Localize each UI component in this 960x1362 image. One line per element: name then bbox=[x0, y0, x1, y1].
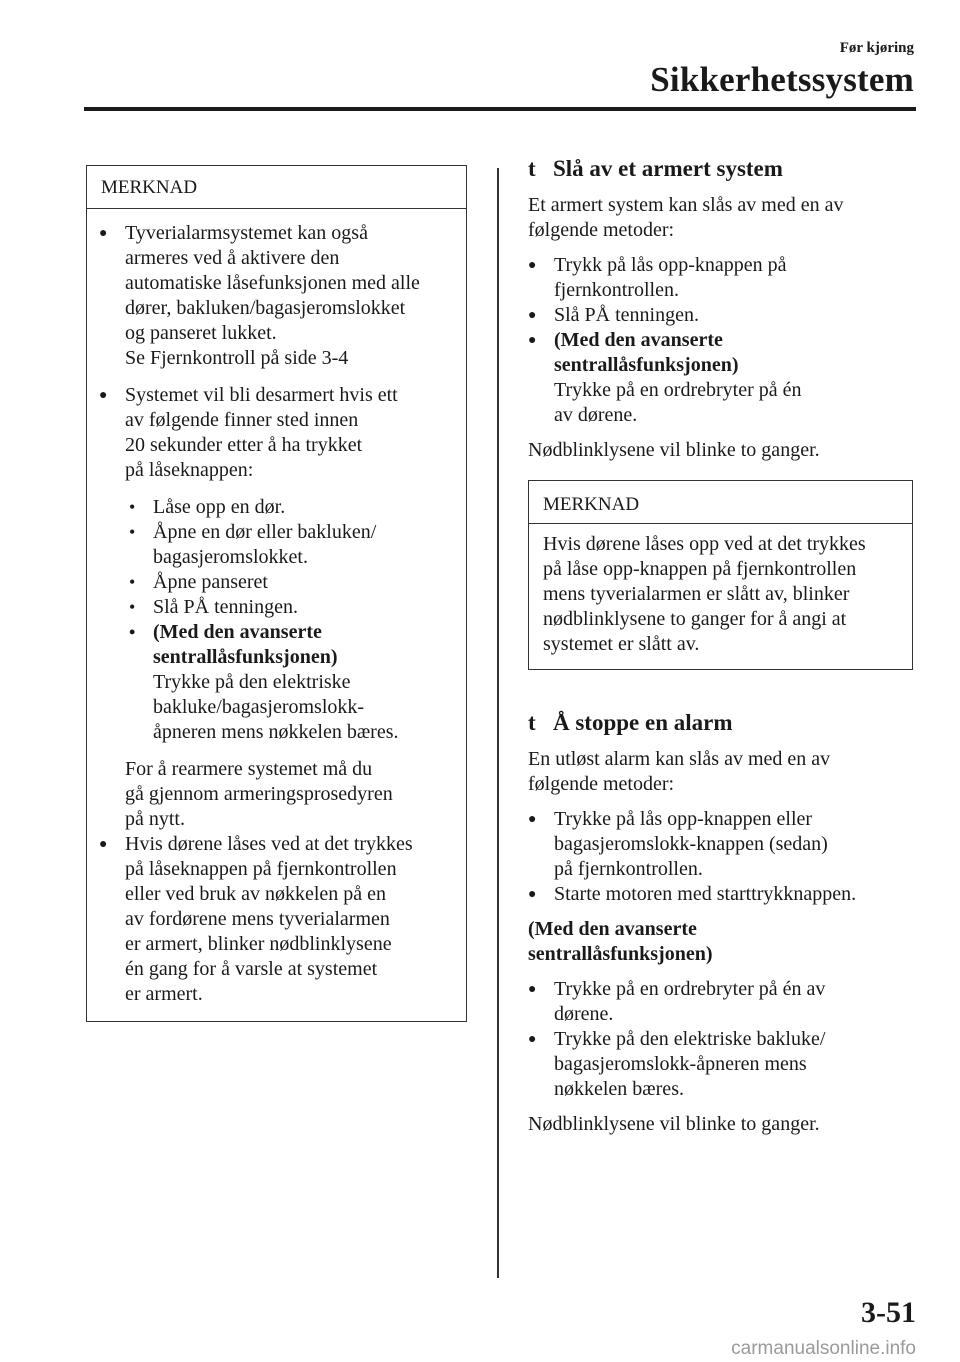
subsection-heading: t Å stoppe en alarm bbox=[528, 710, 733, 735]
list-item: ● Trykke på en ordrebryter på én av dørene. bbox=[528, 978, 826, 1025]
note-text: Hvis dørene låses opp ved at det trykkes på låse opp-knappen på fjernkontrollen mens tyverialarmen er slått av, blinker nødblinklysene to ganger for å angi at systemet er slått av. bbox=[543, 533, 866, 655]
bullet-icon: • bbox=[129, 622, 136, 642]
right-column bbox=[528, 156, 918, 1137]
bullet-icon: ● bbox=[99, 837, 108, 852]
note-box bbox=[528, 480, 913, 670]
bullet-icon: • bbox=[129, 597, 136, 617]
list-item: ● Trykke på lås opp-knappen eller bagasjeromslokk-knappen (sedan) på fjernkontrollen. bbox=[528, 808, 828, 880]
watermark: carmanualsonline.info bbox=[731, 1338, 916, 1359]
bullet-icon: ● bbox=[99, 388, 108, 403]
section-marker-icon: t bbox=[528, 710, 536, 735]
bullet-icon: ● bbox=[528, 812, 537, 827]
page-number: 3-51 bbox=[861, 1296, 916, 1329]
outro-text: Nødblinklysene vil blinke to ganger. bbox=[528, 1113, 820, 1135]
intro-text: En utløst alarm kan slås av med en av følgende metoder: bbox=[528, 748, 831, 795]
subsection-heading: t Slå av et armert system bbox=[528, 156, 783, 181]
note-heading: MERKNAD bbox=[529, 481, 912, 524]
note-box bbox=[86, 165, 467, 1022]
sub-list-item: • Slå PÅ tenningen. bbox=[129, 596, 298, 618]
outro-text: Nødblinklysene vil blinke to ganger. bbox=[528, 439, 820, 461]
chapter-label: Før kjøring bbox=[839, 40, 914, 56]
sub-list-item: • Åpne panseret bbox=[129, 571, 268, 593]
sub-list-item: • (Med den avanserte sentrallåsfunksjonen) Trykke på den elektriske bakluke/bagasjeromslokk- åpneren mens nøkkelen bæres. bbox=[129, 621, 399, 743]
bullet-icon: ● bbox=[528, 887, 537, 902]
list-item: ● Trykk på lås opp-knappen på fjernkontrollen. bbox=[528, 254, 787, 301]
section-title: Sikkerhetssystem bbox=[650, 60, 914, 99]
sub-list-item: • Låse opp en dør. bbox=[129, 496, 286, 518]
note-paragraph: For å rearmere systemet må du gå gjennom armeringsprosedyren på nytt. bbox=[125, 758, 393, 830]
list-item: ● Slå PÅ tenningen. bbox=[528, 304, 699, 326]
bullet-icon: • bbox=[129, 572, 136, 592]
header-rule bbox=[84, 107, 916, 111]
bullet-icon: ● bbox=[528, 982, 537, 997]
note-body bbox=[87, 209, 466, 1007]
list-item: ● Hvis dørene låses ved at det trykkes på låseknappen på fjernkontrollen eller ved bruk av nøkkelen på en av fordørene mens tyverialarmen er armert, blinker nødblinklysene én gang for å varsle at systemet er armert. bbox=[99, 833, 413, 1005]
sub-list-item: • Åpne en dør eller bakluken/ bagasjeromslokket. bbox=[129, 521, 377, 568]
bold-text: (Med den avanserte sentrallåsfunksjonen) bbox=[528, 918, 713, 965]
bullet-icon: ● bbox=[528, 258, 537, 273]
note-heading: MERKNAD bbox=[87, 166, 466, 209]
list-item: ● Tyverialarmsystemet kan også armeres ved å aktivere den automatiske låsefunksjonen med alle dører, bakluken/bagasjeromslokket og panseret lukket. Se Fjernkontroll på side 3-4 bbox=[99, 222, 420, 369]
list-item: ● (Med den avanserte sentrallåsfunksjonen) Trykke på en ordrebryter på én av dørene. bbox=[528, 329, 802, 426]
list-item: ● Systemet vil bli desarmert hvis ett av følgende finner sted innen 20 sekunder etter å ha trykket på låseknappen: bbox=[99, 384, 398, 481]
column-divider bbox=[497, 168, 499, 1278]
bullet-icon: ● bbox=[528, 1032, 537, 1047]
intro-text: Et armert system kan slås av med en av følgende metoder: bbox=[528, 194, 844, 241]
bullet-icon: ● bbox=[528, 308, 537, 323]
section-marker-icon: t bbox=[528, 156, 536, 181]
bullet-icon: ● bbox=[528, 333, 537, 348]
list-item: ● Starte motoren med starttrykknappen. bbox=[528, 883, 857, 905]
bullet-icon: ● bbox=[99, 226, 108, 241]
bullet-icon: • bbox=[129, 497, 136, 517]
bullet-icon: • bbox=[129, 522, 136, 542]
list-item: ● Trykke på den elektriske bakluke/ bagasjeromslokk-åpneren mens nøkkelen bæres. bbox=[528, 1028, 826, 1100]
